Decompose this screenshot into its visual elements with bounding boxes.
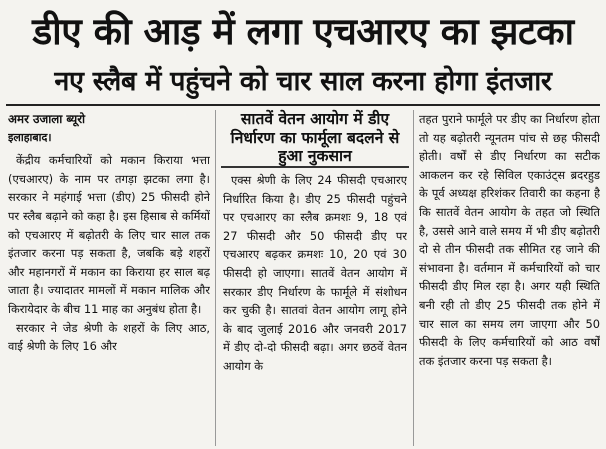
pull-quote-box — [221, 110, 409, 168]
byline: अमर उजाला ब्यूरो — [8, 112, 86, 126]
paragraph: केंद्रीय कर्मचारियों को मकान किराया भत्ता (एचआरए) के नाम पर तगड़ा झटका लगा है। सरकार ने महंगाई भत्ता (डीए) 25 फीसदी होने पर स्लैब बढ़ाने को कहा है। इस हिसाब से कर्मियों को एचआरए में बढ़ोतरी के लिए चार साल तक इंतजार करना पड़ सकता है, जबकि बड़े शहरों और महानगरों में मकान का किराया हर साल बढ़ जाता है। ज्यादातर मामलों में मकान मालिक और किरायेदार के बीच 11 माह का अनुबंध होता है। — [8, 153, 210, 316]
paragraph: सरकार ने जेड श्रेणी के शहरों के लिए आठ, वाई श्रेणी के लिए 16 और — [8, 320, 210, 354]
column-divider — [413, 110, 414, 446]
pull-quote: सातवें वेतन आयोग में डीए निर्धारण का फार्मूला बदलने से हुआ नुकसान — [230, 110, 400, 165]
header-divider — [6, 104, 600, 106]
dateline: इलाहाबाद। — [8, 130, 52, 144]
paragraph: तहत पुराने फार्मूले पर डीए का निर्धारण होता तो यह बढ़ोतरी न्यूनतम पांच से छह फीसदी होती। वर्षों से डीए निर्धारण का सटीक आकलन कर रहे सिविल एकाउंट्स ब्रदरहुड के पूर्व अध्यक्ष हरिशंकर तिवारी का कहना है कि सातवें वेतन आयोग के तहत जो स्थिति है, उससे आने वाले समय में भी डीए बढ़ोतरी दो से तीन फीसदी तक सीमित रह जाने की संभावना है। वर्तमान में कर्मचारियों को चार फीसदी डीए मिल रहा है। अगर यही स्थिति बनी रही तो डीए 25 फीसदी तक होने में चार साल का समय लग जाएगा और 50 फीसदी के लिए कर्मचारियों को आठ वर्षों तक इंतजार करना पड़ सकता है। — [419, 112, 600, 368]
article-column-3 — [419, 110, 600, 448]
article-column-1 — [8, 110, 210, 448]
headline: डीए की आड़ में लगा एचआरए का झटका — [32, 10, 574, 53]
subheadline: नए स्लैब में पहुंचने को चार साल करना होगा इंतजार — [54, 66, 552, 97]
column-divider — [215, 110, 216, 446]
paragraph: एक्स श्रेणी के लिए 24 फीसदी एचआरए निर्धारित किया है। डीए 25 फीसदी पहुंचने पर एचआरए का स्लैब क्रमशः 9, 18 एवं 27 फीसदी और 50 फीसदी डीए पर एचआरए बढ़कर क्रमशः 10, 20 एवं 30 फीसदी हो जाएगा। सातवें वेतन आयोग में सरकार डीए निर्धारण के फार्मूले में संशोधन कर चुकी है। सातवां वेतन आयोग लागू होने के बाद जुलाई 2016 और जनवरी 2017 में डीए दो-दो फीसदी बढ़ा। अगर छठवें वेतन आयोग के — [223, 173, 407, 373]
article-column-2 — [223, 171, 407, 448]
